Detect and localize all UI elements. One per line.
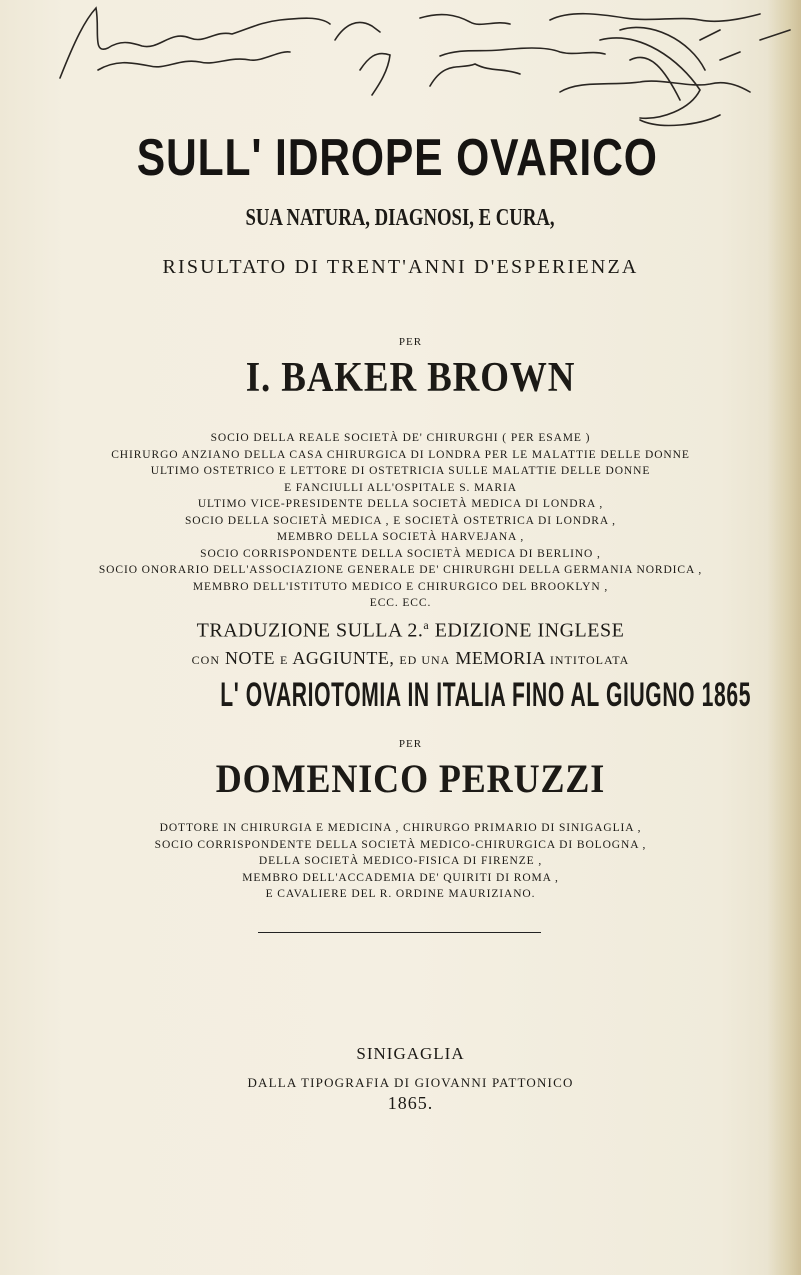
translator-credential-line: SOCIO CORRISPONDENTE DELLA SOCIETÀ MEDICO-CHIRURGICA DI BOLOGNA , [154, 838, 647, 851]
experience-line: RISULTATO DI TRENT'ANNI D'ESPERIENZA [162, 256, 639, 278]
translator-credential-line: E CAVALIERE DEL R. ORDINE MAURIZIANO. [265, 888, 536, 900]
publication-city: SINIGAGLIA [356, 1044, 465, 1063]
author-credential-line: MEMBRO DELLA SOCIETÀ HARVEJANA , [276, 531, 525, 543]
per-label-translator: PER [398, 738, 423, 750]
notes-aggiunte: AGGIUNTE, [288, 648, 400, 668]
author-credential-line: ULTIMO VICE-PRESIDENTE DELLA SOCIETÀ MEDICA DI LONDRA , [197, 498, 604, 510]
printer-line: DALLA TIPOGRAFIA DI GIOVANNI PATTONICO [247, 1075, 574, 1090]
per-label-author: PER [398, 336, 423, 348]
author-credential-line: SOCIO DELLA SOCIETÀ MEDICA , E SOCIETÀ OSTETRICA DI LONDRA , [185, 514, 616, 527]
author-name: I. BAKER BROWN [245, 355, 576, 401]
translator-credential-line: DELLA SOCIETÀ MEDICO-FISICA DI FIRENZE , [258, 855, 543, 867]
translation-edition-line [10, 618, 801, 643]
author-credentials [0, 430, 801, 612]
author-credential-line: MEMBRO DELL'ISTITUTO MEDICO E CHIRURGICO DEL BROOKLYN , [192, 580, 609, 593]
notes-con: CON [191, 653, 220, 667]
author-credential-line: ULTIMO OSTETRICO E LETTORE DI OSTETRICIA SULLE MALATTIE DELLE DONNE [150, 465, 651, 477]
translator-credentials [0, 820, 801, 903]
notes-note: NOTE [220, 648, 280, 668]
translation-suffix: EDIZIONE INGLESE [429, 619, 625, 642]
notes-intitolata: INTITOLATA [549, 653, 630, 667]
author-credential-line: SOCIO ONORARIO DELL'ASSOCIAZIONE GENERALE DE' CHIRURGHI DELLA GERMANIA NORDICA , [98, 564, 703, 576]
memoir-title: L' OVARIOTOMIA IN ITALIA FINO AL GIUGNO 1865 [220, 676, 752, 714]
author-credential-line: CHIRURGO ANZIANO DELLA CASA CHIRURGICA DI LONDRA PER LE MALATTIE DELLE DONNE [111, 448, 690, 461]
notes-line [10, 648, 801, 669]
translation-superscript: a [423, 618, 430, 632]
notes-memoria: MEMORIA [450, 648, 550, 668]
author-credential-line: E FANCIULLI ALL'OSPITALE S. MARIA [284, 481, 517, 494]
notes-e: E [280, 653, 289, 667]
book-subtitle: SUA NATURA, DIAGNOSI, E CURA, [245, 205, 555, 231]
author-credential-line: SOCIO CORRISPONDENTE DELLA SOCIETÀ MEDICA DI BERLINO , [200, 547, 601, 560]
translator-credential-line: DOTTORE IN CHIRURGIA E MEDICINA , CHIRURGO PRIMARIO DI SINIGAGLIA , [159, 822, 642, 834]
translator-credential-line: MEMBRO DELL'ACCADEMIA DE' QUIRITI DI ROMA , [242, 871, 559, 884]
notes-ed-una: ED UNA [399, 653, 451, 667]
author-credential-line: ECC. ECC. [369, 597, 432, 609]
translator-name: DOMENICO PERUZZI [215, 756, 606, 801]
publication-year: 1865. [387, 1093, 434, 1113]
divider-rule [258, 932, 541, 933]
translation-prefix: TRADUZIONE SULLA 2. [196, 619, 424, 642]
author-credential-line: SOCIO DELLA REALE SOCIETÀ DE' CHIRURGHI ( PER ESAME ) [210, 432, 591, 444]
book-title: SULL' IDROPE OVARICO [136, 129, 658, 187]
